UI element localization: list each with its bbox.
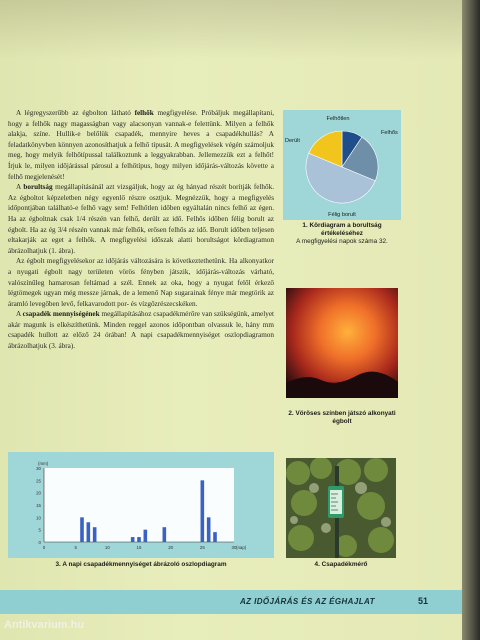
- paragraph-precipitation: A csapadék mennyiségének megállapításához csapadékmérőre van szükségünk, amelyet akár magunk is elkészíthetünk. Minden reggel azonos időpontban olvassuk le, hány mm csapadék hullott az előző 24 órában! A napi csapadékmennyiséget oszlopdiagramon ábrázolhatjuk (3. ábra).: [8, 310, 275, 351]
- figure-3-caption: 3. A napi csapadékmennyiséget ábrázoló oszlopdiagram: [55, 561, 227, 568]
- x-tick-label: 25: [199, 545, 205, 550]
- plot-area: [44, 468, 234, 542]
- figure-2-caption: 2. Vöröses színben játszó alkonyati égbolt: [288, 410, 396, 426]
- sunset-photo: [286, 288, 398, 398]
- keyword: felhők: [134, 109, 154, 117]
- y-tick-label: 20: [36, 490, 41, 496]
- bar-chart: [8, 452, 274, 558]
- pie-label: Felhőtlen: [326, 116, 350, 122]
- x-tick-label: 0: [42, 545, 46, 550]
- footer-band: [0, 590, 462, 614]
- bar: [144, 530, 148, 542]
- figure-1-number: 1.: [302, 222, 308, 229]
- pie-label: Félig borult: [328, 212, 356, 218]
- y-tick-label: 25: [36, 478, 41, 484]
- y-tick-label: 10: [36, 515, 41, 521]
- bar: [137, 537, 141, 542]
- figure-1-title: Kördiagram a borultság értékeléséhez: [309, 222, 382, 238]
- pie-label: Felhős: [381, 130, 398, 136]
- rain-gauge-photo: [286, 458, 396, 558]
- paragraph-clouds: A légregyszerűbb az égbolton látható felhők megfigyelése. Próbáljuk megállapítani, hogy a felhők nagy magasságban vagy alacsonyan vannak-e felettünk. Milyen a felhők alakja, színe. Hullik-e belőlük csapadék, mennyire heves a csapadékhullás? A feladatkönyvben könnyen azonosíthatjuk a felhő típusát. A megfigyelések végén számoljuk meg, hogy melyik felhőtípussal találkoztunk a leggyakrabban. Jellemezzük ezt a felhőt! Írjuk le, milyen időjárással párosul a felhőtípus, hogy milyen időjárás-változás követte a felhő megjelenését!: [8, 109, 274, 181]
- watermark: Antikvarium.hu: [4, 619, 85, 631]
- pie-chart: [283, 110, 401, 220]
- bar: [213, 532, 217, 542]
- x-tick-label: 15: [136, 545, 142, 550]
- bar: [93, 527, 97, 542]
- chapter-title: AZ IDŐJÁRÁS ÉS AZ ÉGHAJLAT: [240, 597, 375, 606]
- figure-4-caption: 4. Csapadékmérő: [314, 561, 368, 568]
- bar: [80, 517, 84, 542]
- figure-1-caption: [283, 222, 401, 247]
- x-axis-label: (nap): [236, 545, 247, 550]
- figure-1-box: [283, 110, 401, 220]
- figure-3-box: [8, 452, 274, 558]
- bar: [201, 480, 205, 542]
- x-tick-label: 10: [104, 545, 110, 550]
- y-tick-label: 30: [36, 466, 41, 471]
- page-shadow: [0, 0, 462, 60]
- bar: [163, 527, 167, 542]
- paragraph-sky-color: Az égbolt megfigyelésekor az időjárás változására is következtethetünk. Ha alkonyatkor a nyugati égbolt nagy területen vörös fényben játszik, időjárás-változás várható, valószínűleg hamarosan feltámad a szél. Ennek az oka, hogy a nyugat felől érkező légtömegek ugyan még messze járnak, de a lemenő Nap sugarainak fénye már megtörik az áramló levegőben levő, felkavarodott por- és vízgőzrészecskéken.: [8, 257, 274, 308]
- keyword: csapadék mennyiségének: [22, 310, 100, 319]
- y-tick-label: 15: [36, 503, 41, 508]
- bar: [207, 517, 211, 542]
- body-text: [8, 108, 274, 352]
- y-tick-label: 5: [38, 527, 41, 533]
- paragraph-cloudiness: A borultság megállapításánál azt vizsgáljuk, hogy az ég hányad részét borítják felhők. Az égboltot képzeletben négy egyenlő részre osztjuk. Megnézzük, hogy a megfigyelés időpontjában található-e felhő vagy sem! Felhőtlen időben egyáltalán nincs felhő az égen. Ha az égboltnak csak 1/4 részén van felhő, derült az idő. Felhős időben félig borult az égbolt. Ha az ég 3/4 részén vannak már felhők, erősen felhős az idő. Borult időben teljesen eltakarják az eget a felhők. A megfigyelési időszak alatti borultságot kördiagramon ábrázolhatjuk (1. ábra).: [8, 183, 274, 255]
- y-tick-label: 0: [38, 540, 41, 545]
- bar: [87, 522, 91, 542]
- bar: [131, 537, 135, 542]
- figure-1-subtitle: A megfigyelési napok száma 32.: [296, 238, 388, 246]
- y-axis-label: (mm): [38, 461, 49, 466]
- book-gutter: [462, 0, 480, 640]
- page-number: 51: [418, 596, 429, 606]
- x-tick-label: 20: [168, 545, 174, 550]
- x-tick-label: 5: [74, 545, 77, 550]
- x-tick-label: 30: [231, 545, 237, 550]
- keyword: borultság: [23, 183, 53, 192]
- pie-label: Derült: [285, 138, 300, 144]
